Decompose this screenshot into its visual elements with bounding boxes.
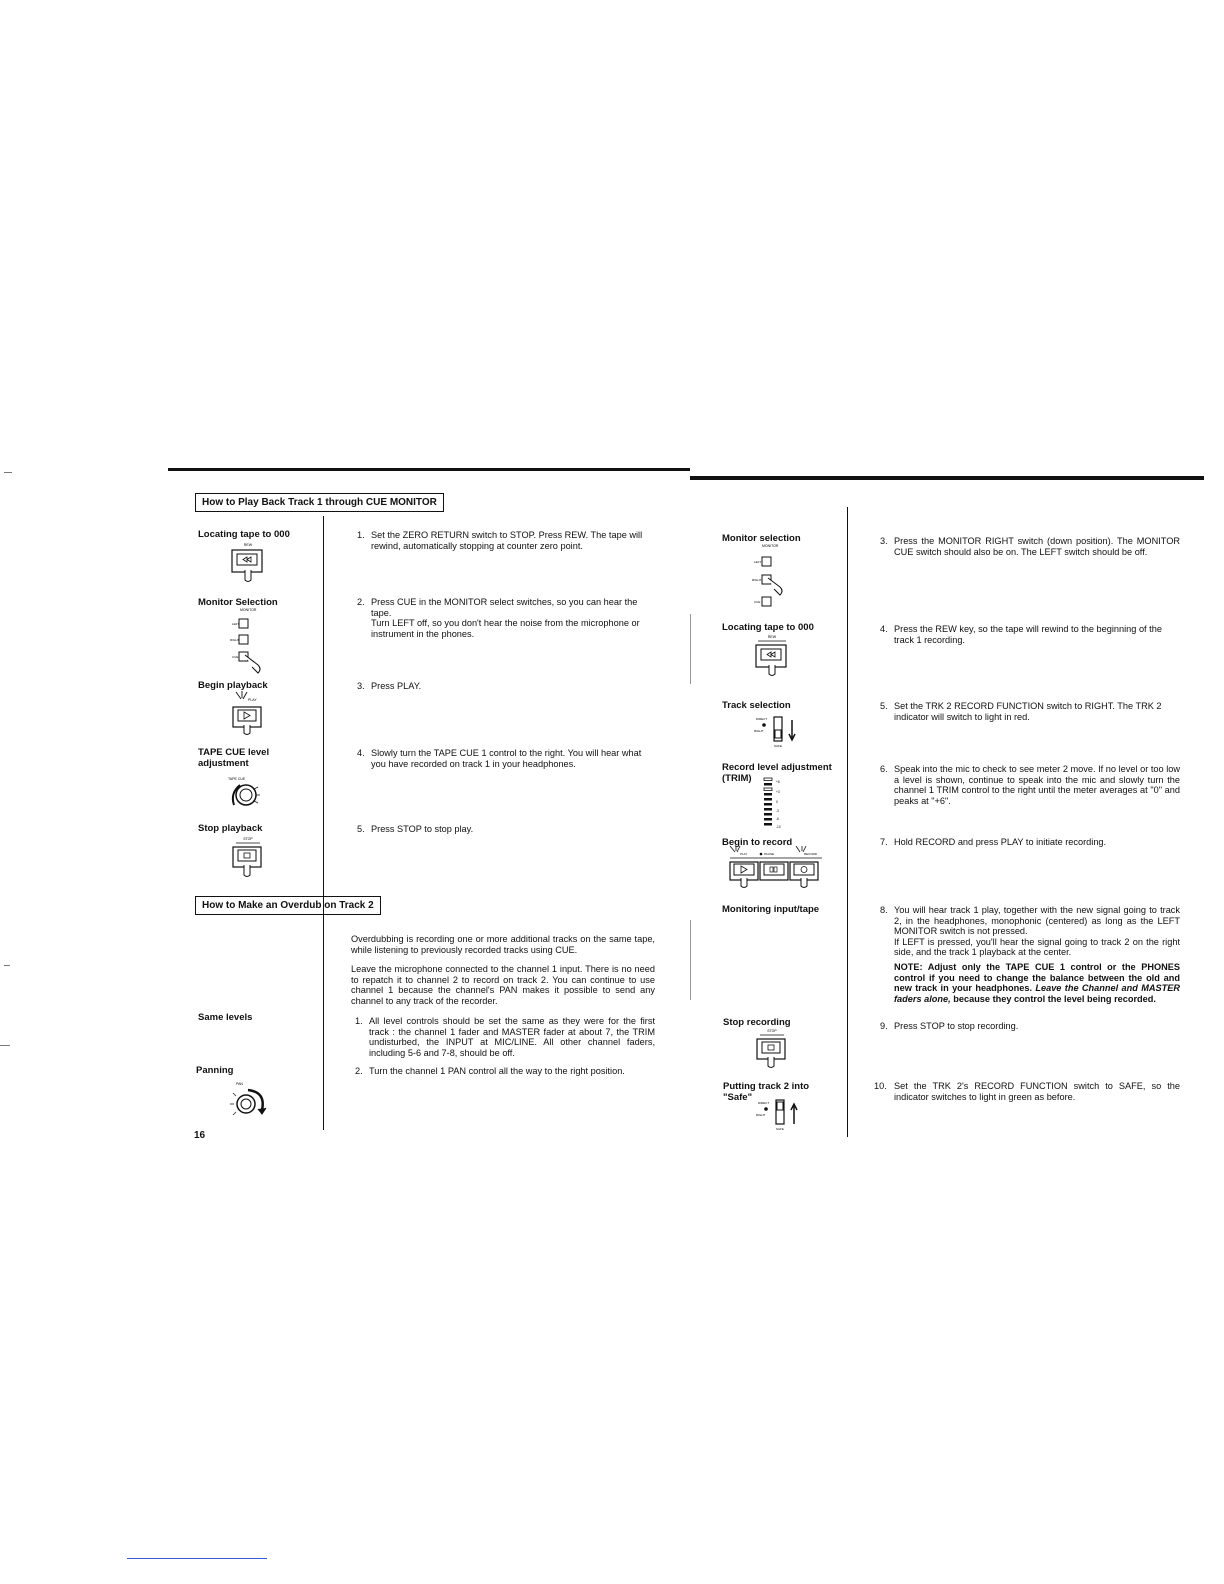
svg-text:MONITOR: MONITOR (240, 608, 257, 612)
step-r10: 10. Set the TRK 2's RECORD FUNCTION switch to SAFE, so the indicator switches to light in green as before. (874, 1081, 1180, 1102)
play-pause-record-buttons-icon (726, 846, 826, 897)
step-1: 1. Set the ZERO RETURN switch to STOP. Press REW. The tape will rewind, automatically stopping at counter zero point. (357, 530, 643, 551)
step-r3: 3. Press the MONITOR RIGHT switch (down position). The MONITOR CUE switch should also be on. The LEFT switch should be off. (880, 536, 1180, 557)
label-begin-record: Begin to record (722, 837, 793, 848)
svg-text:MONITOR: MONITOR (762, 544, 779, 548)
label-panning: Panning (196, 1065, 234, 1076)
monitor-switches-icon (228, 607, 280, 682)
rew-button-icon (228, 542, 268, 589)
svg-text:RECORD: RECORD (804, 852, 818, 856)
step-r9: 9. Press STOP to stop recording. (880, 1021, 1019, 1031)
page-number: 16 (194, 1130, 206, 1141)
svg-text:DIRECT: DIRECT (756, 717, 768, 721)
section-title-playback: How to Play Back Track 1 through CUE MONITOR (195, 493, 444, 512)
svg-text:-6: -6 (776, 817, 779, 821)
step-r5: 5. Set the TRK 2 RECORD FUNCTION switch to RIGHT. The TRK 2 indicator will switch to light in red. (880, 701, 1162, 722)
link-underline (127, 1558, 267, 1559)
step-3: 3. Press PLAY. (357, 681, 422, 691)
label-track-selection: Track selection (722, 700, 791, 711)
svg-text:REW: REW (767, 635, 777, 639)
svg-text:PAN: PAN (236, 1082, 243, 1086)
label-locating-tape: Locating tape to 000 (198, 529, 290, 540)
svg-text:-3: -3 (776, 809, 779, 813)
margin-tick (4, 472, 12, 473)
label-monitor-selection: Monitor Selection (198, 597, 278, 608)
label-begin-playback: Begin playback (198, 680, 268, 691)
svg-text:PLAY: PLAY (740, 852, 748, 856)
page-gutter-mark (690, 614, 691, 684)
top-rule-left (168, 468, 690, 471)
svg-text:DIRECT: DIRECT (758, 1101, 770, 1105)
svg-text:CUE: CUE (754, 600, 761, 604)
svg-text:LEFT: LEFT (232, 622, 240, 626)
svg-text:+6: +6 (776, 780, 780, 784)
level-meter-icon (760, 772, 800, 837)
svg-text:RIGHT: RIGHT (756, 1113, 766, 1117)
step-r4: 4. Press the REW key, so the tape will rewind to the beginning of the track 1 recording. (880, 624, 1162, 645)
svg-text:TAPE CUE: TAPE CUE (228, 777, 246, 781)
svg-text:RIGHT: RIGHT (230, 638, 240, 642)
monitor-right-switches-icon (752, 543, 804, 618)
svg-text:REW: REW (243, 543, 253, 547)
svg-text:+3: +3 (776, 790, 780, 794)
overdub-intro-2: Leave the microphone connected to the channel 1 input. There is no need to repatch it to channel 2 to record on track 2. You can continue to use channel 1 because the channel's PAN makes it possible to send any channel to any track of the recorder. (351, 964, 655, 1006)
step-r6: 6. Speak into the mic to check to see meter 2 move. If no level or too low a level is shown, continue to speak into the mic and slowly turn the channel 1 TRIM control to the right until the meter averages at "0" and peaks at "+6". (880, 764, 1180, 806)
overdub-intro-1: Overdubbing is recording one or more additional tracks on the same tape, while listening to previously recorded tracks using CUE. (351, 934, 655, 955)
svg-text:CUE: CUE (232, 655, 239, 659)
svg-text:LEFT: LEFT (754, 560, 762, 564)
stop-button-icon (228, 835, 268, 890)
stop-button-icon-right (752, 1028, 792, 1079)
page-gutter-mark (690, 920, 691, 1000)
rew-button-icon-right (752, 634, 792, 683)
svg-text:SAFE: SAFE (774, 744, 782, 748)
top-rule-right (690, 476, 1204, 480)
svg-text:0: 0 (776, 800, 778, 804)
label-same-levels: Same levels (198, 1012, 253, 1023)
margin-tick (4, 965, 10, 966)
step-4: 4. Slowly turn the TAPE CUE 1 control to the right. You will hear what you have recorded on track 1 in your headphones. (357, 748, 642, 769)
step-overdub-2: 2. Turn the channel 1 PAN control all the way to the right position. (355, 1066, 625, 1076)
track-switch-up-icon (756, 1098, 804, 1137)
svg-text:RIGHT: RIGHT (752, 578, 762, 582)
column-divider-right (847, 507, 848, 1137)
pan-knob-icon (226, 1080, 274, 1127)
label-locating-tape-right: Locating tape to 000 (722, 622, 814, 633)
column-divider-right-a (706, 510, 707, 1140)
step-r8: 8. You will hear track 1 play, together with the new signal going to track 2, in the headphones, monophonic (centered) as long as the LEFT MONITOR switch is not pressed. If LEFT is pressed, you'll hear the signal going to track 2 on the right side, and the track 1 playback at the center. NOTE: Adjust only the TAPE CUE 1 control or the PHONES control if you need to change the balance between the old and new track in your headphones. Leave the Channel and MASTER faders alone, because they control the level being recorded. (880, 905, 1180, 1004)
svg-text:RIGHT: RIGHT (754, 729, 764, 733)
step-2: 2. Press CUE in the MONITOR select switches, so you can hear the tape. Turn LEFT off, so you don't hear the noise from the microphone or instrument in the phones. (357, 597, 640, 639)
svg-text:PLAY: PLAY (248, 698, 257, 702)
svg-text:PAUSE: PAUSE (764, 852, 774, 856)
svg-text:SAFE: SAFE (776, 1127, 784, 1131)
step-overdub-1: 1. All level controls should be set the same as they were for the first track : the channel 1 fader and MASTER fader at about 7, the TRIM undisturbed, the INPUT at MIC/LINE. All other channel faders, including 5-6 and 7-8, should be off. (355, 1016, 655, 1058)
tape-cue-knob-icon (224, 775, 268, 814)
step-r7: 7. Hold RECORD and press PLAY to initiate recording. (880, 837, 1107, 847)
label-monitor-selection-right: Monitor selection (722, 533, 801, 544)
column-divider-left (323, 516, 324, 1130)
label-tape-cue-level: TAPE CUE level adjustment (198, 747, 270, 769)
label-record-level: Record level adjustment (TRIM) (722, 762, 832, 784)
svg-text:STOP: STOP (243, 837, 253, 841)
svg-text:-10: -10 (776, 825, 781, 829)
margin-tick (0, 1045, 10, 1046)
step-5: 5. Press STOP to stop play. (357, 824, 474, 834)
label-stop-playback: Stop playback (198, 823, 263, 834)
label-monitoring-input-tape: Monitoring input/tape (722, 904, 820, 915)
play-button-icon (228, 691, 268, 742)
track-switch-down-icon (754, 714, 802, 755)
svg-text:STOP: STOP (767, 1029, 777, 1033)
label-putting-track-safe: Putting track 2 into "Safe" (723, 1081, 810, 1103)
section-title-overdub: How to Make an Overdub on Track 2 (195, 896, 381, 915)
label-stop-recording: Stop recording (723, 1017, 791, 1028)
